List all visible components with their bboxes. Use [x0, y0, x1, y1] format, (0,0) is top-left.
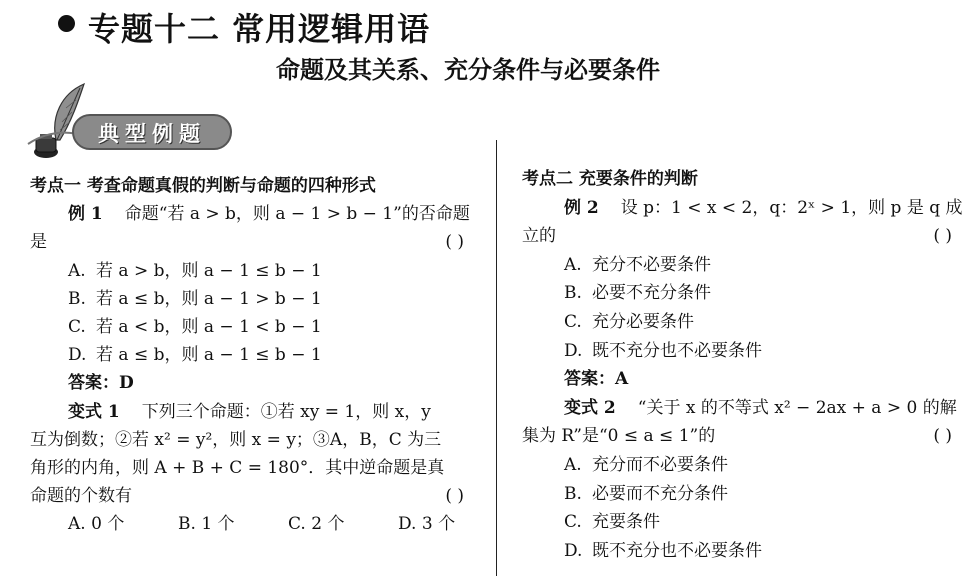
option-letter: D.: [398, 514, 417, 535]
answer-paren: ( ): [933, 226, 952, 247]
variant-1-line-1: [30, 398, 470, 426]
section-heading-2: 考点二 充要条件的判断: [522, 169, 698, 189]
option-text: 充分必要条件: [592, 311, 694, 332]
answer-2: 答案：A: [564, 369, 629, 390]
example-1-label: 例 1: [68, 204, 103, 225]
option-text: 既不充分也不必要条件: [592, 540, 762, 561]
option-d: [522, 337, 958, 366]
option-letter: D.: [564, 540, 583, 561]
option-text: 若 a ≤ b，则 a − 1 ≤ b − 1: [96, 345, 322, 366]
answer-1: 答案：D: [68, 373, 134, 394]
option-letter: C.: [564, 311, 582, 332]
option-letter: B.: [178, 514, 196, 535]
option-letter: A.: [564, 454, 582, 475]
option-text: 2 个: [311, 514, 345, 535]
option-text: 必要不充分条件: [592, 283, 711, 304]
option-letter: B.: [564, 483, 582, 504]
left-column: [30, 172, 470, 538]
page-title: 专题十二 常用逻辑用语: [88, 10, 431, 48]
option-letter: A.: [564, 254, 582, 275]
option-text: 若 a ≤ b，则 a − 1 > b − 1: [96, 288, 322, 309]
answer-paren: ( ): [445, 486, 464, 507]
option-letter: A.: [68, 260, 86, 281]
option-d: [30, 341, 470, 369]
bullet-icon: [58, 15, 75, 32]
variant-1-line-3: 角形的内角，则 A + B + C = 180°．其中逆命题是真: [30, 457, 445, 478]
example-1-stem: 命题“若 a > b，则 a − 1 > b − 1”的否命题: [124, 204, 470, 225]
option-letter: D.: [564, 340, 583, 361]
example-1-stem-cont: 是: [30, 232, 47, 253]
variant-2-line-2: [522, 422, 958, 451]
answer-paren: ( ): [445, 232, 464, 253]
variant-1-label: 变式 1: [68, 401, 120, 422]
variant-1-stem: 下列三个命题：①若 xy = 1，则 x，y: [141, 401, 431, 422]
example-2-label: 例 2: [564, 197, 599, 218]
option-a: [522, 451, 958, 480]
page-subtitle: 命题及其关系、充分条件与必要条件: [276, 55, 660, 84]
variant-2-stem: “关于 x 的不等式 x² − 2ax + a > 0 的解: [637, 397, 957, 418]
option-text: 充分不必要条件: [592, 254, 711, 275]
variant-2-line-1: [522, 394, 958, 423]
option-letter: D.: [68, 345, 87, 366]
variant-2-label: 变式 2: [564, 397, 616, 418]
option-text: 3 个: [421, 514, 456, 535]
option-c: [288, 510, 398, 538]
option-c: [522, 308, 958, 337]
option-a: [30, 257, 470, 285]
section-badge: [72, 114, 232, 150]
example-2-line-2: [522, 222, 958, 251]
option-text: 充分而不必要条件: [592, 454, 728, 475]
option-a: [522, 251, 958, 280]
option-text: 若 a < b，则 a − 1 < b − 1: [96, 316, 322, 337]
option-d: [398, 510, 508, 538]
option-letter: C.: [564, 512, 582, 533]
option-text: 既不充分也不必要条件: [592, 340, 762, 361]
option-c: [522, 508, 958, 537]
option-letter: C.: [68, 316, 86, 337]
variant-1-line-4: [30, 482, 470, 510]
option-text: 若 a > b，则 a − 1 ≤ b − 1: [96, 260, 322, 281]
example-1-line-1: [30, 200, 470, 228]
option-b: [178, 510, 288, 538]
example-1-line-2: [30, 228, 470, 256]
section-heading-1: 考点一 考查命题真假的判断与命题的四种形式: [30, 176, 376, 196]
option-a: [68, 510, 178, 538]
variant-2-stem-cont: 集为 R”是“0 ≤ a ≤ 1”的: [522, 426, 716, 447]
answer-paren: ( ): [933, 426, 952, 447]
option-letter: B.: [68, 288, 86, 309]
option-c: [30, 313, 470, 341]
option-letter: A.: [68, 514, 86, 535]
option-d: [522, 537, 958, 566]
option-text: 必要而不充分条件: [592, 483, 728, 504]
example-2-stem: 设 p：1 < x < 2，q：2ˣ > 1，则 p 是 q 成: [620, 197, 963, 218]
option-b: [522, 480, 958, 509]
option-text: 充要条件: [592, 512, 660, 533]
example-2-stem-cont: 立的: [522, 226, 556, 247]
example-2-line-1: [522, 194, 963, 223]
option-b: [522, 279, 958, 308]
variant-1-options: [30, 510, 470, 538]
variant-1-stem-cont: 命题的个数有: [30, 486, 132, 507]
option-text: 1 个: [201, 514, 235, 535]
option-text: 0 个: [91, 514, 125, 535]
right-column: [522, 165, 963, 565]
option-letter: B.: [564, 283, 582, 304]
variant-1-line-2: 互为倒数；②若 x² = y²，则 x = y；③A，B，C 为三: [30, 429, 442, 450]
badge-label: 典型例题: [98, 122, 206, 146]
option-letter: C.: [288, 514, 306, 535]
option-b: [30, 285, 470, 313]
